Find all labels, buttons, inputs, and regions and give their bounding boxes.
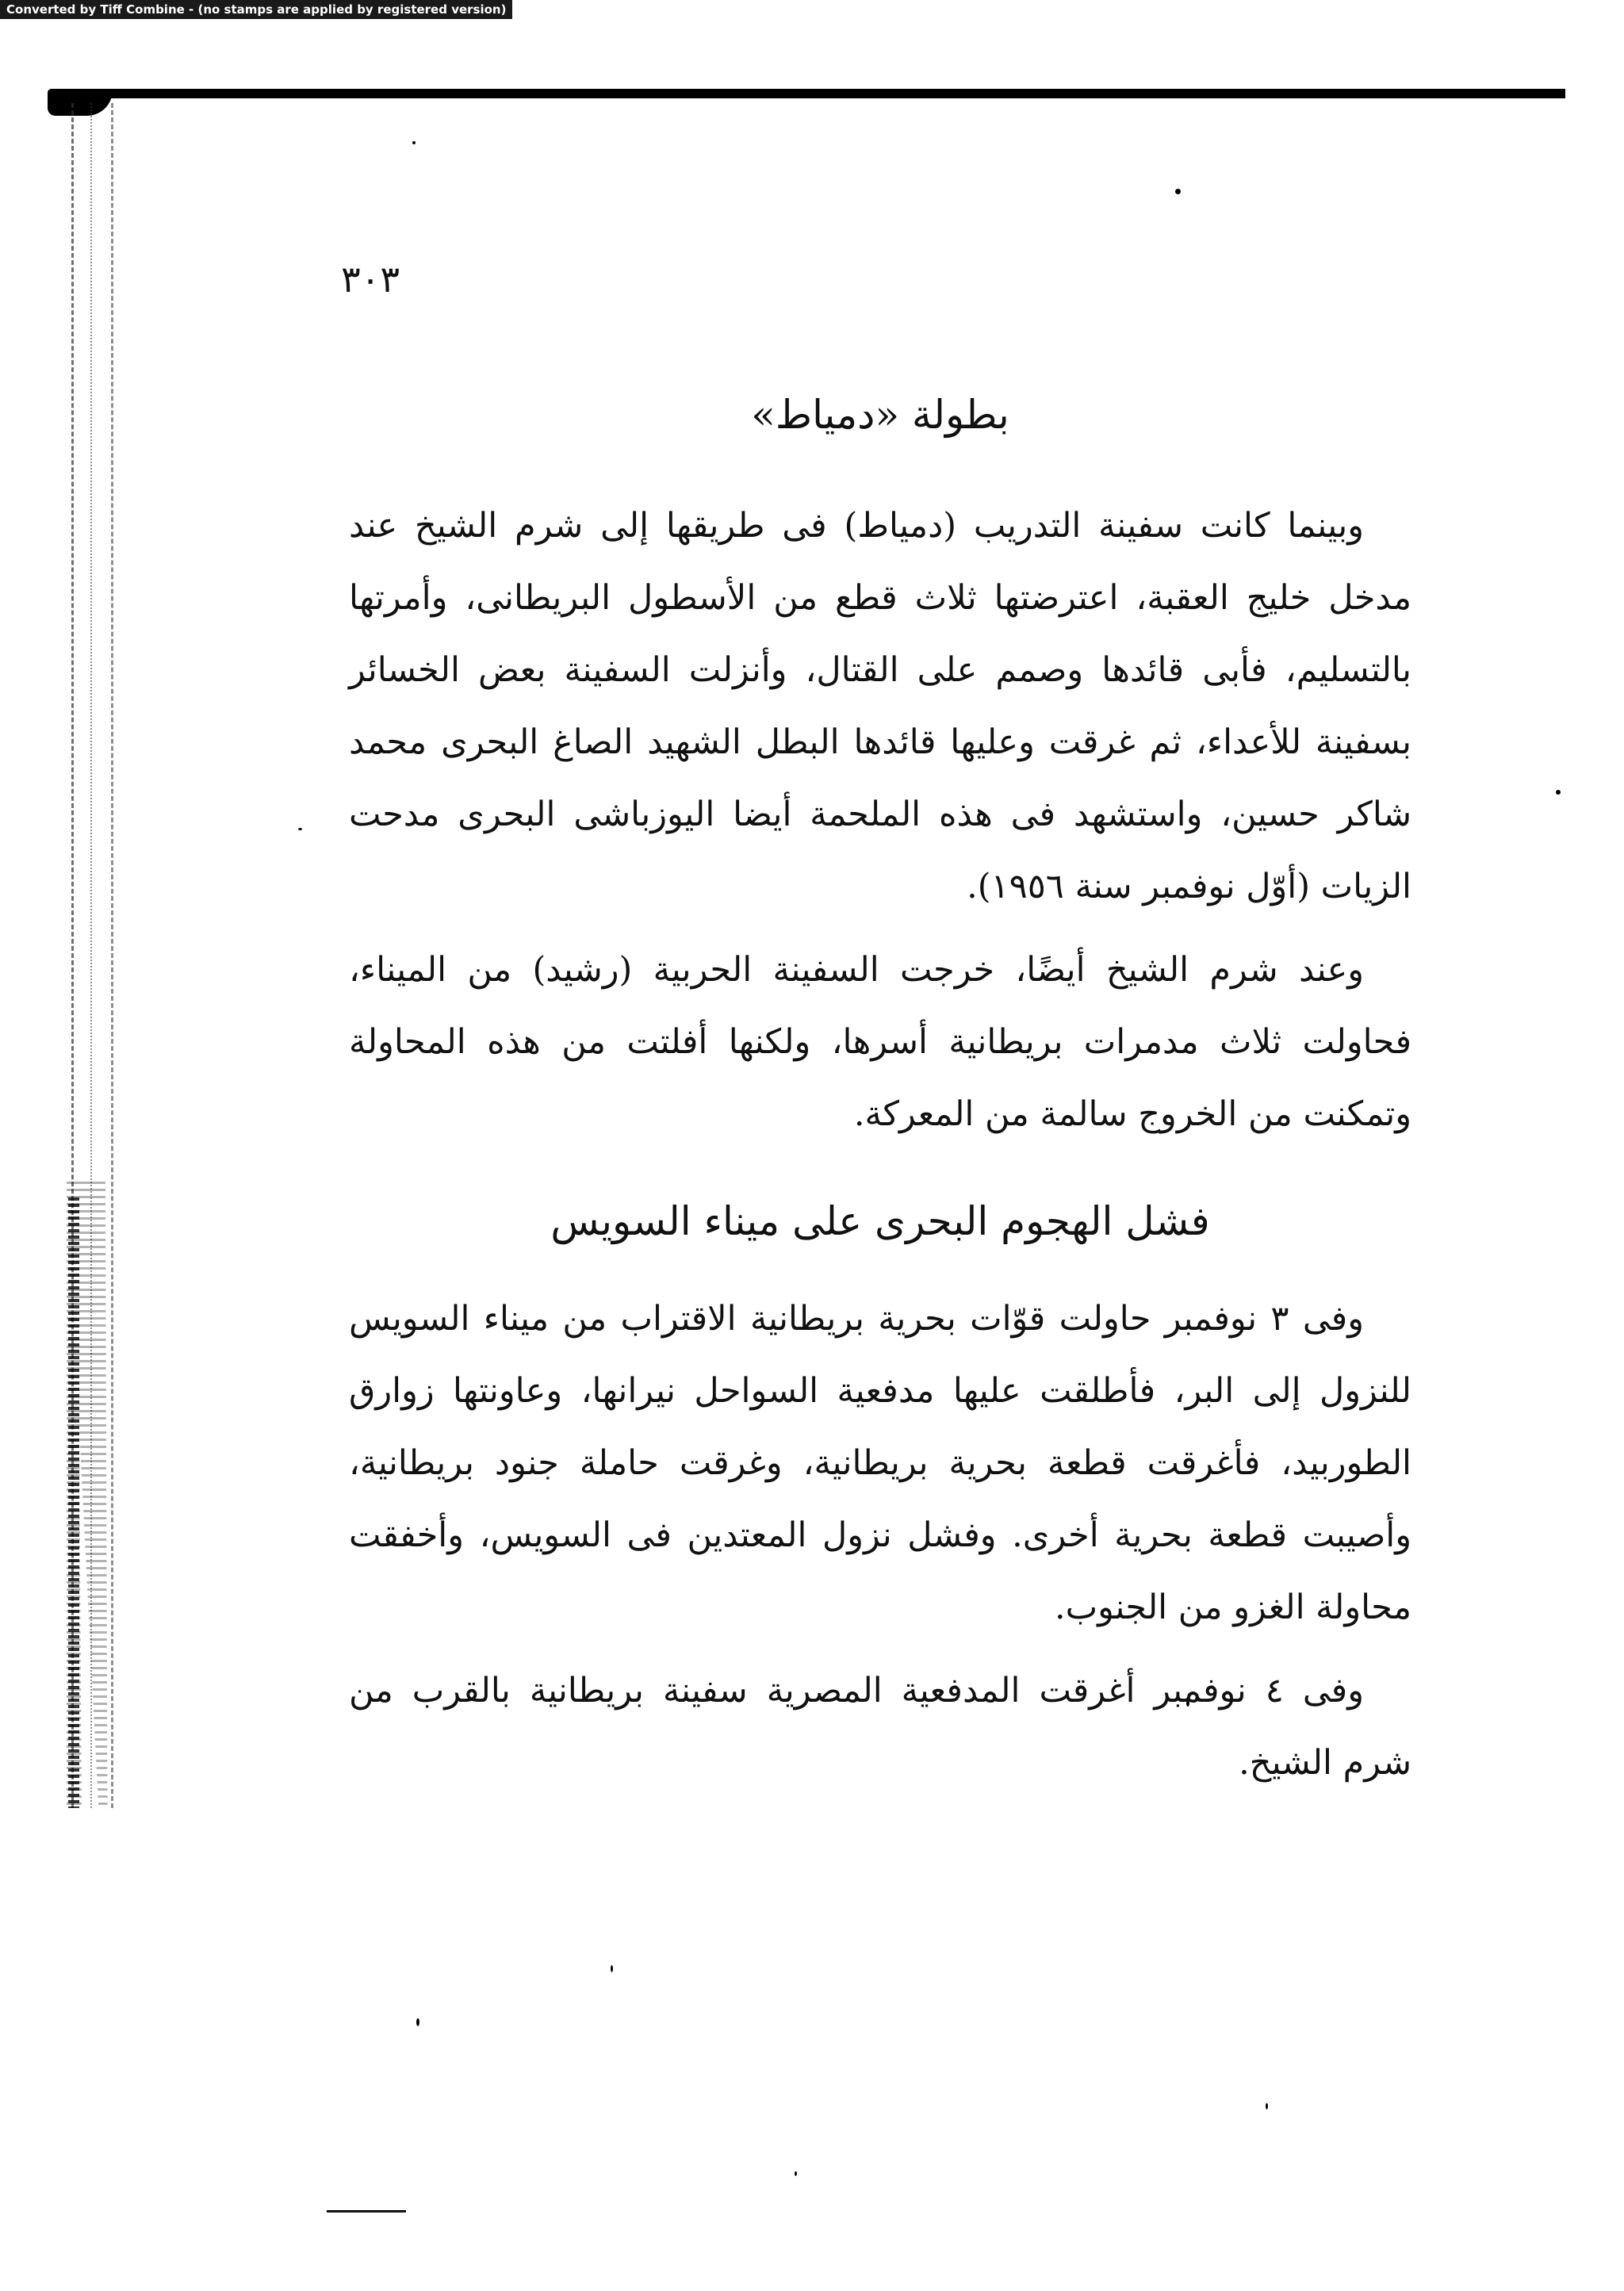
scan-speck: [298, 828, 302, 830]
scan-speck: [1175, 189, 1181, 194]
scan-speck: [1266, 2103, 1268, 2109]
paragraph: وفى ٣ نوفمبر حاولت قوّات بحرية بريطانية الاقتراب من ميناء السويس للنزول إلى البر، فأطلقت عليها مدفعية السواحل نيرانها، وعاونتها زوارق الطوربيد، فأغرقت قطعة بحرية بريطانية، وغرقت حاملة جنود بريطانية، وأصيبت قطعة بحرية أخرى. وفشل نزول المعتدين فى السويس، وأخفقت محاولة الغزو من الجنوب.: [349, 1299, 1412, 1627]
scan-bottom-dash: [327, 2210, 406, 2212]
section-body-damietta: [349, 490, 1411, 1151]
section-heading-suez-attack: فشل الهجوم البحرى على ميناء السويس: [550, 1198, 1210, 1244]
scan-conversion-banner: Converted by Tiff Combine - (no stamps are applied by registered version): [0, 0, 512, 19]
page-top-rule: [51, 89, 1565, 98]
scan-speck: [795, 2171, 797, 2176]
page-number: ٣٠٣: [341, 258, 400, 301]
scan-speck: [416, 2018, 419, 2026]
paragraph: وعند شرم الشيخ أيضًا، خرجت السفينة الحربية (رشيد) من الميناء، فحاولت ثلاث مدمرات بريطانية أسرها، ولكنها أفلتت من هذه المحاولة وتمكنت من الخروج سالمة من المعركة.: [349, 950, 1411, 1134]
scan-speck: [1556, 790, 1561, 795]
scan-speck: [611, 1965, 613, 1972]
section-body-suez-attack: [349, 1283, 1411, 1799]
paragraph: وفى ٤ نوفمبر أغرقت المدفعية المصرية سفينة بريطانية بالقرب من شرم الشيخ.: [349, 1671, 1411, 1783]
paragraph: وبينما كانت سفينة التدريب (دمياط) فى طريقها إلى شرم الشيخ عند مدخل خليج العقبة، اعترضتها ثلاث قطع من الأسطول البريطانى، وأمرتها بالتسليم، فأبى قائدها وصمم على القتال، وأنزلت السفينة بعض الخسائر بسفينة للأعداء، ثم غرقت وعليها قائدها البطل الشهيد الصاغ البحرى محمد شاكر حسين، واستشهد فى هذه الملحمة أيضا اليوزباشى البحرى مدحت الزيات (أوّل نوفمبر سنة ١٩٥٦).: [349, 506, 1411, 906]
section-heading-damietta: بطولة «دمياط»: [751, 392, 1009, 438]
scan-speck: [412, 141, 416, 144]
scan-binding-edge: [67, 103, 122, 1808]
